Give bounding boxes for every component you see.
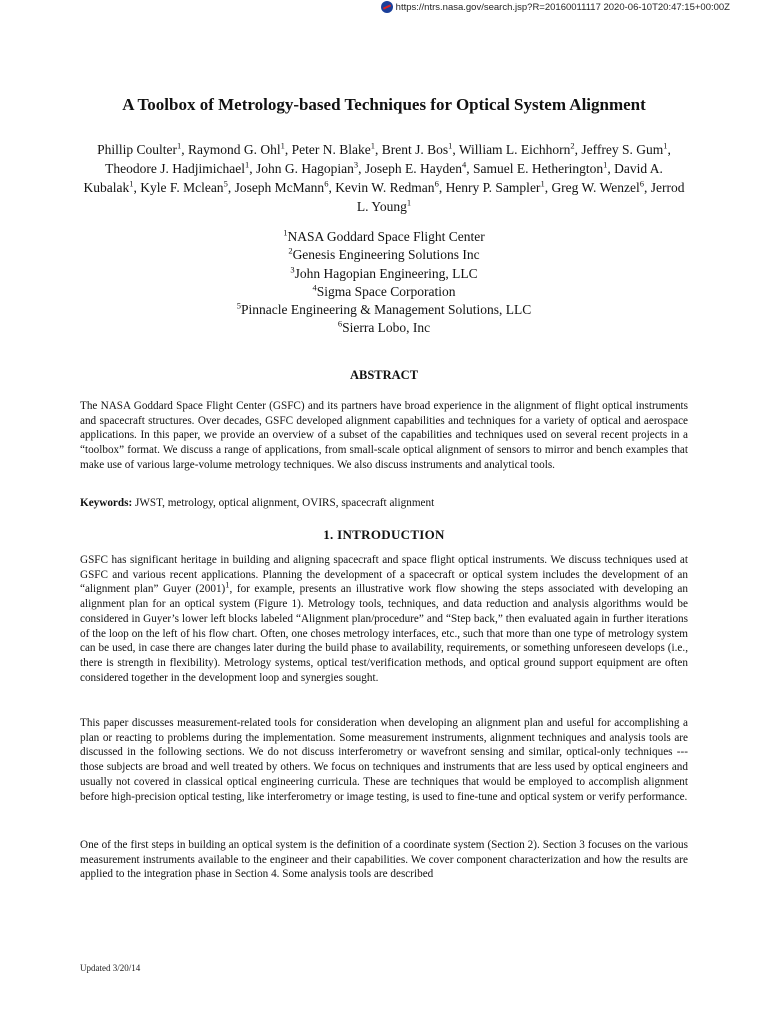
abstract-heading: ABSTRACT (349, 368, 419, 382)
intro-paragraph-3: One of the first steps in building an optical system is the definition of a coordinate system (Section 2). Section 3 focuses on the various measurement instruments available to the engineer and their capabilities. We cover component characterization and how the results are applied to the integration phase in Section 4. Some analysis tools are described (80, 839, 688, 881)
author-name: Brent J. Bos (381, 142, 449, 157)
author-affiliation-marker: 1 (176, 140, 182, 151)
author-name: William L. Eichhorn (458, 142, 571, 157)
author-name: Peter N. Blake (291, 142, 371, 157)
author-affiliation-marker: 6 (639, 178, 644, 189)
update-date-footer: Updated 3/20/14 (80, 963, 141, 973)
author-affiliation-marker: 1 (370, 140, 375, 151)
affiliation-number: 2 (288, 245, 293, 256)
author-name: Jerrod L. Young (356, 180, 685, 214)
author-name: Joseph McMann (234, 180, 325, 195)
author-affiliation-marker: 4 (461, 159, 467, 170)
affiliation-name: Sierra Lobo, Inc (342, 320, 431, 336)
author-name: Henry P. Sampler (445, 180, 541, 195)
affiliation-name: Pinnacle Engineering & Management Solutions, LLC (241, 302, 532, 318)
affiliation-number: 1 (283, 227, 288, 238)
author-affiliation-marker: 1 (603, 159, 608, 170)
author-affiliation-marker: 1 (244, 159, 250, 170)
author-name: Raymond G. Ohl (187, 142, 281, 157)
author-affiliation-marker: 1 (663, 140, 668, 151)
affiliation-number: 4 (312, 282, 317, 293)
intro-paragraph-1-part-a: GSFC has significant heritage in building and aligning spacecraft and space flight optical instruments. We discuss techniques used at GSFC and various recent applications. Planning the development of a spacecraft or optical system includes the development of an “alignment plan” Guyer (2001) (80, 554, 688, 596)
affiliation-name: John Hagopian Engineering, LLC (294, 265, 478, 281)
author-affiliation-marker: 1 (129, 178, 134, 189)
affiliation-name: Sigma Space Corporation (316, 283, 456, 299)
affiliation-list (80, 228, 688, 338)
paper-title: A Toolbox of Metrology-based Techniques for Optical System Alignment (122, 95, 646, 114)
affiliation-line (80, 301, 688, 319)
abstract-text: The NASA Goddard Space Flight Center (GSFC) and its partners have broad experience in the alignment of flight optical instruments and spacecraft structures. Over decades, GSFC developed alignment capabilities and techniques for a variety of optical and aerospace applications. In this paper, we provide an overview of a subset of the capabilities and techniques used on several recent projects in a “toolbox” format. We discuss a range of applications, from small-scale optical alignment of sensors to mirror and bench examples that make use of various large-volume metrology techniques. We also discuss instruments and analytical tools. (80, 400, 688, 471)
keywords-text: JWST, metrology, optical alignment, OVIRS, spacecraft alignment (135, 497, 435, 509)
affiliation-line (80, 265, 688, 283)
author-name: Phillip Coulter (97, 142, 177, 157)
intro-paragraph-1 (80, 553, 688, 685)
author-affiliation-marker: 1 (448, 140, 453, 151)
affiliation-name: NASA Goddard Space Flight Center (287, 229, 485, 244)
author-list: Phillip Coulter$^1$, Raymond G. Ohl$^1$, Peter N. Blake$^1$, Brent J. Bos$^1$, William L. Eichhorn$^2$, Jeffrey S. Gum$^1$, Theodore J. Hadjimichael$^1$, John G. Hagopian$^3$, Joseph E. Hayden$^4$, Samuel E. Hetherington$^1$, David A. Kubalak$^1$, Kyle F. Mclean$^5$, Joseph McMann$^6$, Kevin W. Redman$^6$, Henry P. Sampler$^1$, Greg W. Wenzel$^6$, Jerrod L. Young$^1$ (83, 140, 685, 214)
author-name: David A. Kubalak (83, 161, 663, 195)
affiliation-number: 5 (236, 300, 242, 311)
author-affiliation-marker: 3 (353, 159, 359, 170)
keywords-label: Keywords: (80, 497, 133, 509)
author-affiliation-marker: 2 (570, 140, 575, 151)
keywords-line (80, 496, 688, 511)
author-affiliation-marker: 6 (324, 178, 329, 189)
affiliation-name: Genesis Engineering Solutions Inc (292, 247, 480, 263)
author-affiliation-marker: 5 (223, 178, 228, 189)
affiliation-line (80, 319, 688, 337)
affiliation-line (80, 228, 688, 246)
author-name: Samuel E. Hetherington (472, 161, 604, 176)
affiliation-number: 3 (290, 264, 295, 275)
author-name: Joseph E. Hayden (364, 161, 462, 176)
affiliation-line (80, 283, 688, 301)
source-header (381, 0, 730, 14)
intro-paragraph-1-part-b: , for example, presents an illustrative work flow showing the steps associated with developing an alignment plan for an optical system (Figure 1). Metrology tools, techniques, and data reduction and analysis algorithms would be considered in Guyer’s lower left blocks labeled “Alignment plan/procedure” and “Step back,” then evaluated again in further iterations of the loop on the left of his flow chart. Often, one choses metrology interfaces, etc., such that more than one type of metrology system can be used, in case there are changes later during the build phase to availability, requirements, or something unforeseen develops (i.e., there is strength in flexibility). Metrology systems, optical test/verification methods, and optical ground support equipment are often considered together in the development loop and synergies sought. (80, 583, 688, 684)
section-heading-introduction: 1. INTRODUCTION (323, 527, 445, 542)
author-name: Kevin W. Redman (335, 180, 435, 195)
author-affiliation-marker: 6 (434, 178, 439, 189)
affiliation-number: 6 (337, 318, 343, 329)
nasa-meatball-icon (381, 1, 393, 13)
author-name: Theodore J. Hadjimichael (105, 161, 245, 176)
author-name: Kyle F. Mclean (140, 180, 224, 195)
author-name: Jeffrey S. Gum (581, 142, 664, 157)
reference-marker: 1 (225, 579, 230, 590)
author-name: Greg W. Wenzel (551, 180, 640, 195)
source-url[interactable]: https://ntrs.nasa.gov/search.jsp?R=20160011117 2020-06-10T20:47:15+00:00Z (395, 1, 730, 13)
intro-paragraph-2: This paper discusses measurement-related tools for consideration when developing an alignment plan and useful for accomplishing a plan or reacting to problems during the implementation. Some measurement instruments, alignment techniques and analysis tools are discussed in the following sections. We do not discuss interferometry or wavefront sensing and similar, optical-only techniques --- those subjects are broad and well treated by others. We focus on techniques and instruments that are less used by optical engineers and usually not covered in classical optical engineering curricula. These are techniques that would be employed to accomplish alignment before high-precision optical testing, like interferometry or image testing, is used to fine-tune and optical system or verify performance. (80, 717, 688, 803)
author-name: John G. Hagopian (255, 161, 354, 176)
author-affiliation-marker: 1 (540, 178, 545, 189)
author-affiliation-marker: 1 (280, 140, 285, 151)
affiliation-line (80, 246, 688, 264)
author-affiliation-marker: 1 (406, 197, 412, 208)
